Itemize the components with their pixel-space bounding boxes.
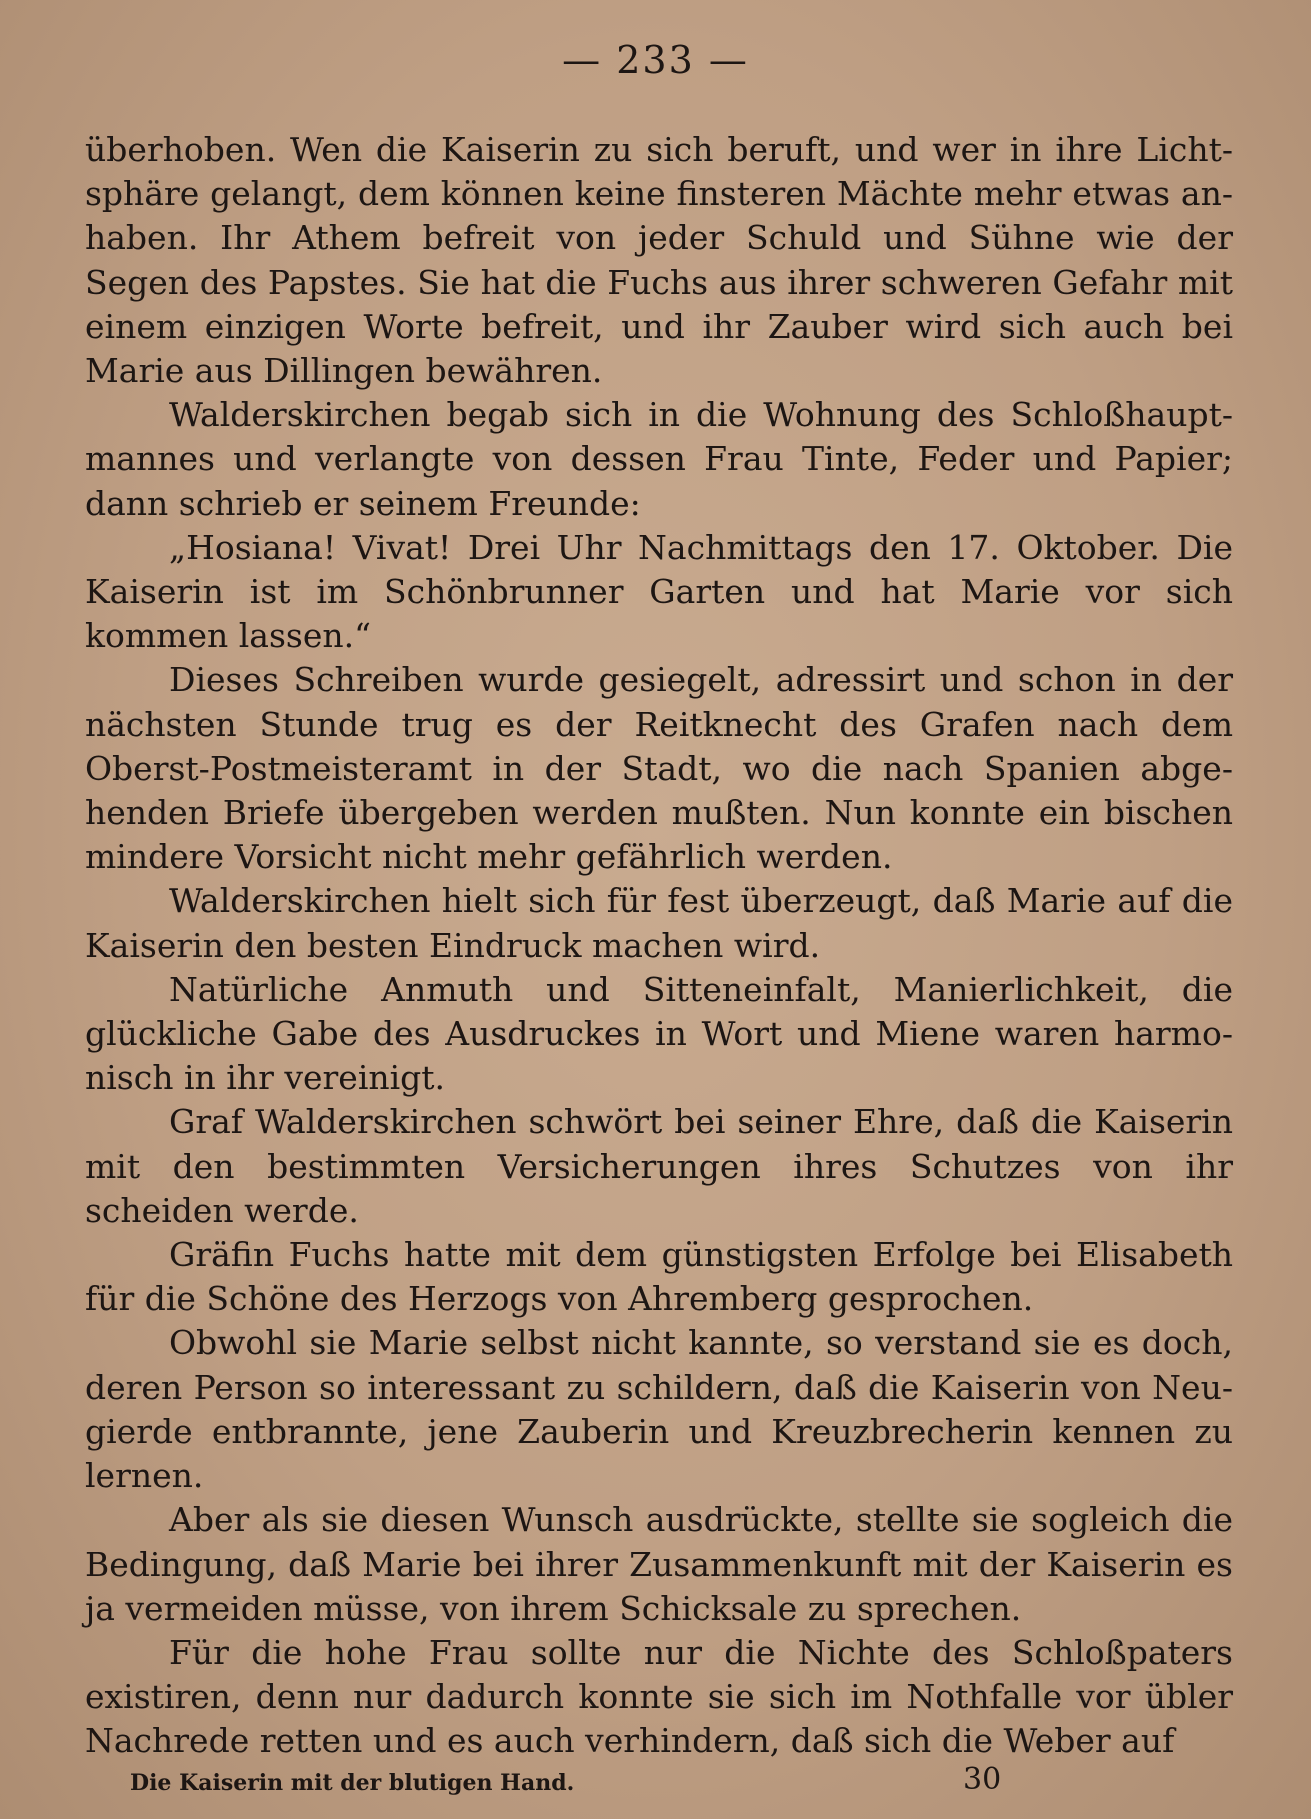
paragraph: „Hosiana! Vivat! Drei Uhr Nachmittags den 17. Oktober. Die Kaiserin ist im Schönbrunner Garten und hat Marie vor sich kommen lassen.“	[85, 527, 1233, 656]
paragraph: Walderskirchen begab sich in die Wohnung des Schloßhaupt-mannes und verlangte von dessen Frau Tinte, Feder und Papier; dann schrieb er seinem Freunde:	[85, 395, 1233, 523]
paragraph: Natürliche Anmuth und Sitteneinfalt, Manierlichkeit, die glückliche Gabe des Ausdruckes in Wort und Miene waren harmo-nisch in ihr vereinigt.	[85, 969, 1233, 1098]
paragraph: Aber als sie diesen Wunsch ausdrückte, stellte sie sogleich die Bedingung, daß Marie bei ihrer Zusammenkunft mit der Kaiserin es ja vermeiden müsse, von ihrem Schicksale zu sprechen.	[85, 1500, 1233, 1628]
paragraph: Graf Walderskirchen schwört bei seiner Ehre, daß die Kaiserin mit den bestimmten Versicherungen ihres Schutzes von ihr scheiden werde.	[85, 1102, 1233, 1230]
paragraph: überhoben. Wen die Kaiserin zu sich beruft, und wer in ihre Licht-sphäre gelangt, dem können keine finsteren Mächte mehr etwas an-haben. Ihr Athem befreit von jeder Schuld und Sühne wie der Segen des Papstes. Sie hat die Fuchs aus ihrer schweren Gefahr mit einem einzigen Worte befreit, und ihr Zauber wird sich auch bei Marie aus Dillingen bewähren.	[85, 130, 1233, 391]
paragraph: Gräfin Fuchs hatte mit dem günstigsten Erfolge bei Elisabeth für die Schöne des Herzogs von Ahremberg gesprochen.	[85, 1235, 1233, 1319]
paragraph: Dieses Schreiben wurde gesiegelt, adressirt und schon in der nächsten Stunde trug es der Reitknecht des Grafen nach dem Oberst-Postmeisteramt in der Stadt, wo die nach Spanien abge-henden Briefe übergeben werden mußten. Nun konnte ein bischen mindere Vorsicht nicht mehr gefährlich werden.	[85, 660, 1233, 877]
paragraph: Obwohl sie Marie selbst nicht kannte, so verstand sie es doch, deren Person so interessant zu schildern, daß die Kaiserin von Neu-gierde entbrannte, jene Zauberin und Kreuzbrecherin kennen zu lernen.	[85, 1323, 1233, 1496]
paragraph: Für die hohe Frau sollte nur die Nichte des Schloßpaters existiren, denn nur dadurch konnte sie sich im Nothfalle vor übler Nachrede retten und es auch verhindern, daß sich die Weber auf	[85, 1632, 1233, 1761]
page-number: — 233 —	[562, 38, 749, 82]
running-title: Die Kaiserin mit der blutigen Hand.	[130, 1770, 575, 1796]
signature-mark: 30	[963, 1762, 1002, 1797]
paragraph: Walderskirchen hielt sich für fest überzeugt, daß Marie auf die Kaiserin den besten Eindruck machen wird.	[85, 881, 1233, 965]
body-text	[85, 128, 1233, 1764]
